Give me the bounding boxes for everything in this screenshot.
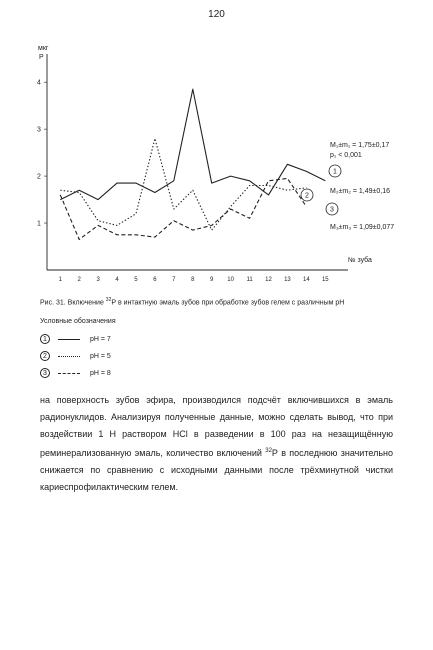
series-marker-number: 2 <box>305 192 309 200</box>
x-tick-label: 12 <box>265 277 272 283</box>
x-tick-label: 4 <box>115 277 119 283</box>
y-unit-bottom: P <box>39 54 44 61</box>
dashed-line-sample <box>58 373 80 374</box>
figure-chart <box>0 40 433 298</box>
legend <box>40 318 240 382</box>
x-tick-label: 2 <box>77 277 81 283</box>
annotation-stat: M₂±m₂ = 1,49±0,16 <box>330 188 391 195</box>
x-tick-label: 5 <box>134 277 138 283</box>
x-tick-label: 10 <box>227 277 234 283</box>
chart-annotations <box>301 142 394 231</box>
y-tick-label: 2 <box>37 173 41 181</box>
y-tick-label: 3 <box>37 126 41 134</box>
figure-caption <box>40 297 420 306</box>
solid-line-sample <box>58 339 80 340</box>
x-axis-label: № зуба <box>348 257 372 264</box>
caption-prefix: Рис. 31. Включение <box>40 299 106 307</box>
x-tick-label: 15 <box>321 277 329 283</box>
legend-title: Условные обозначения <box>40 318 116 325</box>
body-text-part1: на поверхность зубов эфира, производился подсчёт включившихся в эмаль радионуклидов. Анализируя полученные данные, можно сделать вывод, что при воздействии 1 Н раствором HCl в разведении в 100 раз на незащищённую реминерализованную эмаль, количество включений <box>40 395 393 458</box>
legend-label-1: pH = 7 <box>90 335 111 343</box>
series-marker-number: 1 <box>333 168 337 176</box>
x-tick-label: 8 <box>191 277 195 283</box>
legend-label-2: pH = 5 <box>90 352 111 360</box>
legend-item <box>40 348 240 364</box>
x-tick-label: 6 <box>153 277 157 283</box>
caption-suffix: Р в интактную эмаль зубов при обработке зубов гелем с различным pH <box>111 299 345 307</box>
series-marker-number: 3 <box>330 206 334 214</box>
legend-item <box>40 331 240 347</box>
legend-circle-1: 1 <box>40 334 50 344</box>
series-2-line <box>60 139 306 231</box>
body-text-part2: Р в последнюю значительно снижается по сравнению с исходными данными после трёхминутной чистки кариеспрофилактическим гелем. <box>40 448 393 492</box>
x-tick-label: 9 <box>210 277 214 283</box>
y-unit-top: мкг <box>38 45 49 52</box>
x-tick-label: 7 <box>172 277 176 283</box>
x-tick-label: 3 <box>96 277 100 283</box>
annotation-stat: p₁ < 0,001 <box>330 152 362 159</box>
chart-axes <box>47 54 348 270</box>
x-tick-label: 14 <box>303 277 310 283</box>
dotted-line-sample <box>58 356 80 357</box>
annotation-stat: M₁±m₁ = 1,75±0,17 <box>330 142 390 149</box>
page-number: 120 <box>208 9 225 20</box>
x-tick-label: 13 <box>284 277 291 283</box>
chart-ticks <box>37 80 329 283</box>
caption-isotope-mass: 32 <box>105 297 112 303</box>
x-tick-label: 1 <box>58 277 62 283</box>
legend-label-3: pH = 8 <box>90 369 111 377</box>
series-1-line <box>60 89 325 199</box>
series-lines <box>60 89 325 239</box>
legend-item <box>40 365 240 381</box>
y-tick-label: 1 <box>37 220 41 228</box>
legend-circle-2: 2 <box>40 351 50 361</box>
legend-circle-3: 3 <box>40 368 50 378</box>
annotation-stat: M₃±m₃ = 1,09±0,077 <box>330 224 395 231</box>
y-tick-label: 4 <box>37 79 41 87</box>
x-tick-label: 11 <box>246 277 253 283</box>
series-3-line <box>60 178 306 239</box>
body-paragraph <box>40 392 393 496</box>
body-isotope-mass: 32 <box>265 448 272 454</box>
